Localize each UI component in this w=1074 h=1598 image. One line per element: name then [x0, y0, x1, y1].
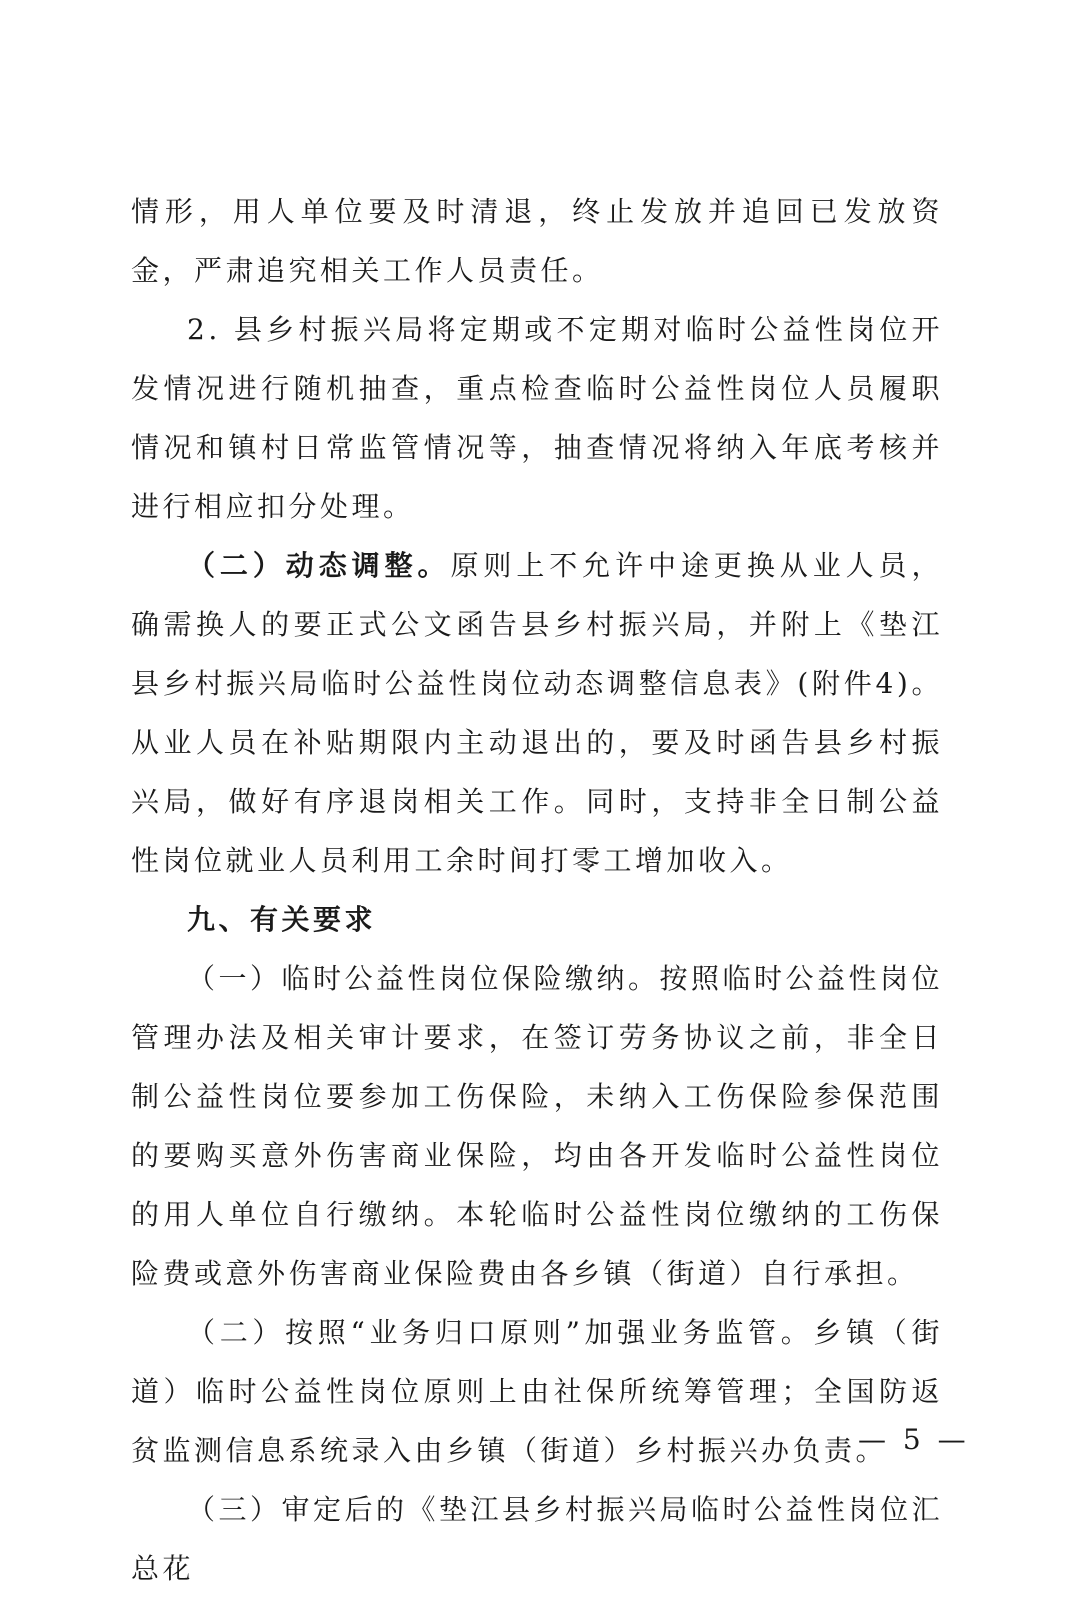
page-number: — 5 —: [858, 1423, 970, 1456]
paragraph-insurance: （一）临时公益性岗位保险缴纳。按照临时公益性岗位管理办法及相关审计要求，在签订劳务协议之前，非全日制公益性岗位要参加工伤保险，未纳入工伤保险参保范围的要购买意外伤害商业保险，均由各开发临时公益性岗位的用人单位自行缴纳。本轮临时公益性岗位缴纳的工伤保险费或意外伤害商业保险费由各乡镇（街道）自行承担。: [131, 962, 944, 1290]
paragraph-approval: （三）审定后的《垫江县乡村振兴局临时公益性岗位汇总花: [131, 1493, 944, 1585]
section-heading-requirements: 九、有关要求: [187, 903, 377, 936]
section-lead-dynamic-adjustment: （二）动态调整。: [187, 549, 451, 582]
paragraph-supervision: （二）按照“业务归口原则”加强业务监管。乡镇（街道）临时公益性岗位原则上由社保所统筹管理；全国防返贫监测信息系统录入由乡镇（街道）乡村振兴办负责。: [131, 1316, 943, 1467]
paragraph-item-2: 2. 县乡村振兴局将定期或不定期对临时公益性岗位开发情况进行随机抽查，重点检查临时公益性岗位人员履职情况和镇村日常监管情况等，抽查情况将纳入年底考核并进行相应扣分处理。: [131, 313, 943, 523]
paragraph-dynamic-adjustment: [131, 536, 943, 890]
document-body: [131, 182, 943, 1598]
paragraph-dynamic-adjustment-text: 原则上不允许中途更换从业人员，确需换人的要正式公文函告县乡村振兴局，并附上《垫江县乡村振兴局临时公益性岗位动态调整信息表》(附件4)。从业人员在补贴期限内主动退出的，要及时函告县乡村振兴局，做好有序退岗相关工作。同时，支持非全日制公益性岗位就业人员利用工余时间打零工增加收入。: [131, 549, 943, 877]
paragraph-continuation: 情形，用人单位要及时清退，终止发放并追回已发放资金，严肃追究相关工作人员责任。: [131, 195, 943, 287]
